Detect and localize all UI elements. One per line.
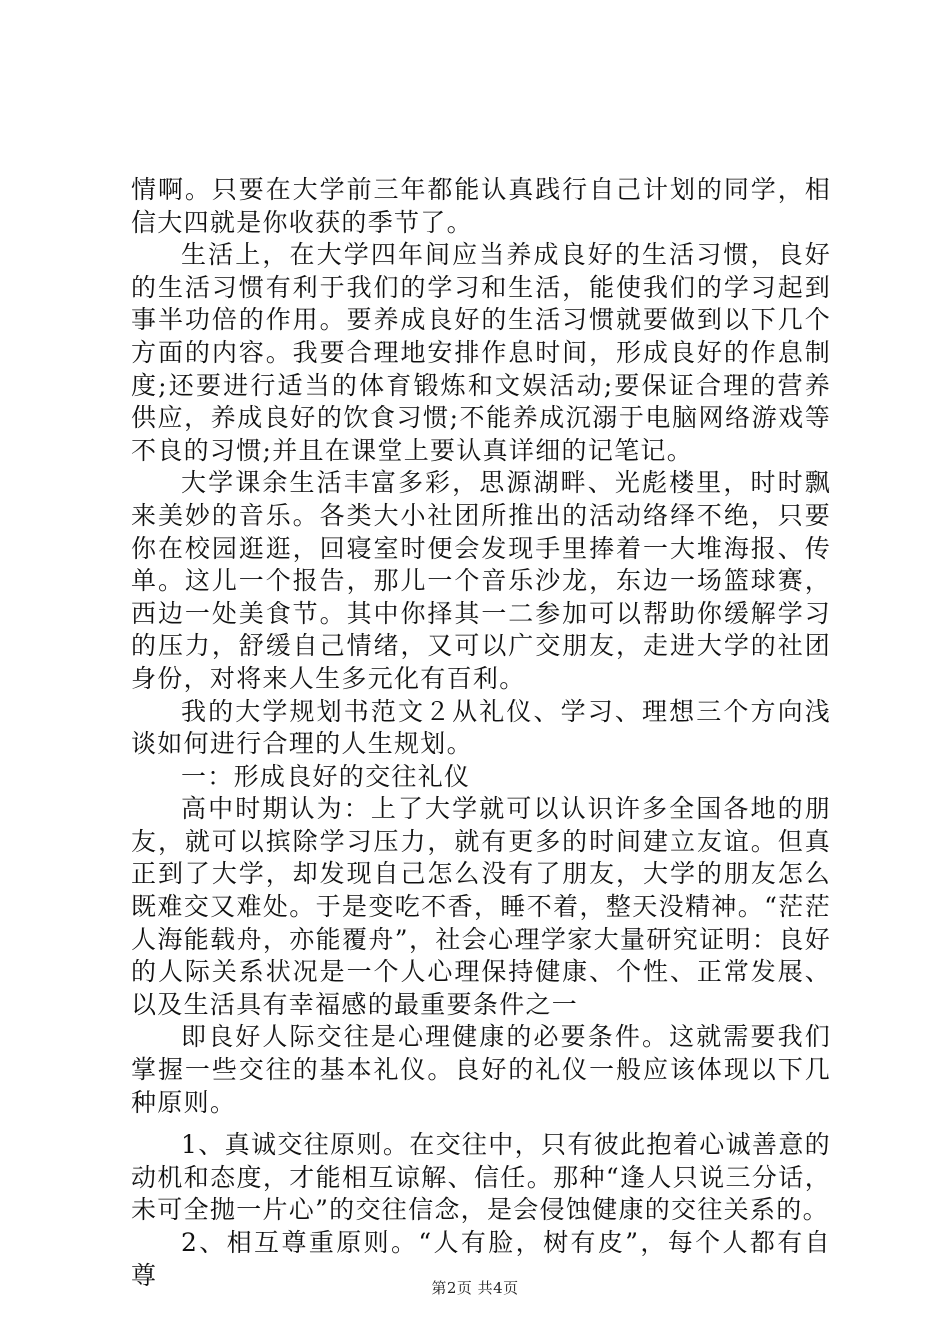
paragraph-extracurricular: 大学课余生活丰富多彩，思源湖畔、光彪楼里，时时飘来美妙的音乐。各类大小社团所推出的活动络绎不绝，只要你在校园逛逛，回寝室时便会发现手里捧着一大堆海报、传单。这儿一个报告，那儿一个音乐沙龙，东边一场篮球赛，西边一处美食节。其中你择其一二参加可以帮助你缓解学习的压力，舒缓自己情绪，又可以广交朋友，走进大学的社团身份，对将来人生多元化有百利。 [131, 468, 831, 693]
list-item-respect: 2、相互尊重原则。“人有脸，树有皮”，每个人都有自尊 [131, 1228, 831, 1290]
paragraph-high-school: 高中时期认为：上了大学就可以认识许多全国各地的朋友，就可以摈除学习压力，就有更多的时间建立友谊。但真正到了大学，却发现自己怎么没有了朋友，大学的朋友怎么既难交又难处。于是变吃不香，睡不着，整天没精神。“茫茫人海能载舟，亦能覆舟”，社会心理学家大量研究证明：良好的人际关系状况是一个人心理保持健康、个性、正常发展、以及生活具有幸福感的最重要条件之一 [131, 794, 831, 1019]
paragraph-continuation: 情啊。只要在大学前三年都能认真践行自己计划的同学，相信大四就是你收获的季节了。 [131, 175, 831, 237]
document-body [131, 174, 831, 1292]
paragraph-sample-intro: 我的大学规划书范文２从礼仪、学习、理想三个方向浅谈如何进行合理的人生规划。 [131, 696, 831, 759]
page-footer: 第2页 共4页 [431, 1279, 519, 1297]
paragraph-life-habits: 生活上，在大学四年间应当养成良好的生活习惯，良好的生活习惯有利于我们的学习和生活，能使我们的学习起到事半功倍的作用。要养成良好的生活习惯就要做到以下几个方面的内容。我要合理地安排作息时间，形成良好的作息制度;还要进行适当的体育锻炼和文娱活动;要保证合理的营养供应，养成良好的饮食习惯;不能养成沉溺于电脑网络游戏等不良的习惯;并且在课堂上要认真详细的记笔记。 [131, 240, 831, 465]
list-item-sincerity: 1、真诚交往原则。在交往中，只有彼此抱着心诚善意的动机和态度，才能相互谅解、信任。那种“逢人只说三分话，未可全抛一片心”的交往信念，是会侵蚀健康的交往关系的。 [131, 1130, 831, 1225]
section-heading-etiquette: 一：形成良好的交往礼仪 [181, 761, 471, 791]
paragraph-principles-intro: 即良好人际交往是心理健康的必要条件。这就需要我们掌握一些交往的基本礼仪。良好的礼仪一般应该体现以下几种原则。 [131, 1022, 831, 1117]
